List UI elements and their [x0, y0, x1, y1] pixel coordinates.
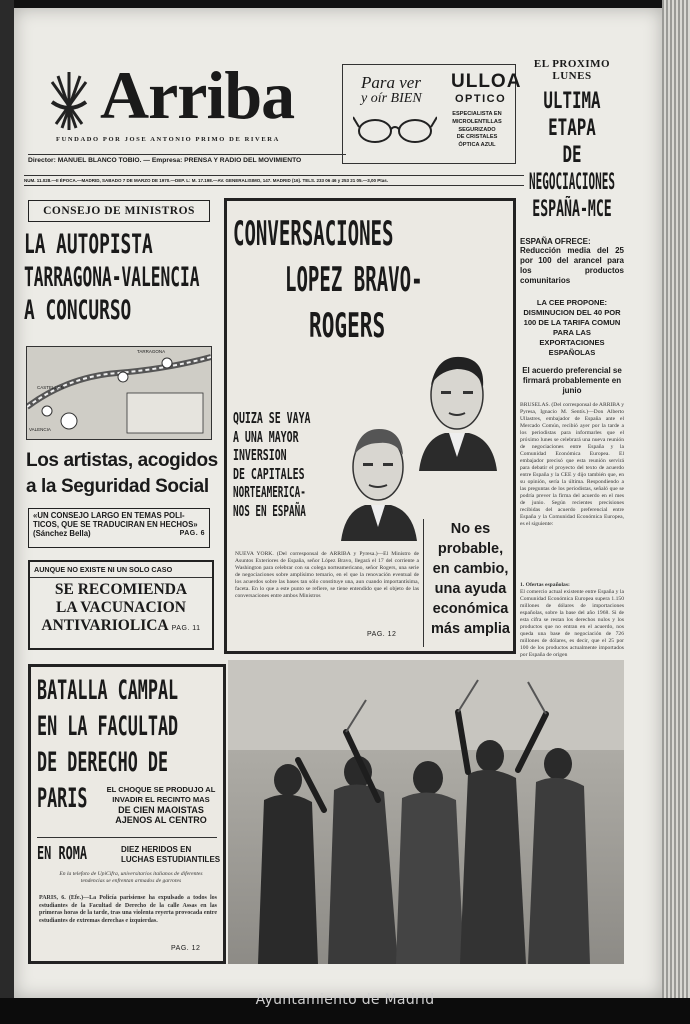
aid-line: económica: [432, 601, 509, 617]
newspaper-page: [14, 8, 662, 998]
cee-title: LA CEE PROPONE: DISMINUCION DEL 40 POR 100 DE LA TARIFA COMUN PARA LAS EXPORTACIONES ESPAÑOLAS: [523, 298, 621, 357]
masthead-dateline: NUM. 11.028.—II ÉPOCA.—MADRID, SABADO 7 DE MARZO DE 1970.—DEP. L: M. 17.198.—AV. GENERALISIMO, 147. MADRID (16). TELS. 233 06 46 y 253 21 05.—3,00 Ptas.: [24, 175, 524, 186]
center-subhead-line: NORTEAMERICA-: [233, 483, 306, 501]
map-label: TARRAGONA: [137, 349, 166, 354]
riot-photo: [228, 660, 624, 964]
masthead-founded: FUNDADO POR JOSE ANTONIO PRIMO DE RIVERA: [56, 136, 280, 143]
center-subhead-line: DE CAPITALES: [233, 464, 305, 483]
ad-text-line: ÓPTICA AZUL: [458, 142, 496, 149]
artistas-line: a la Seguridad Social: [26, 476, 209, 497]
center-headline-line: ROGERS: [309, 306, 386, 346]
vacuna-line: LA VACUNACION: [56, 599, 186, 616]
right-subhead: 1. Ofertas españolas:: [520, 582, 570, 588]
bottom-side-line: DE CIEN MAOISTAS: [118, 805, 204, 815]
ad-brand: ULLOA: [451, 71, 522, 92]
aid-line: en cambio,: [432, 561, 509, 577]
aid-box: [423, 519, 511, 647]
eyeglasses-icon: [353, 111, 437, 150]
center-subhead-line: INVERSION: [233, 446, 287, 464]
map-graphic: [27, 347, 211, 439]
bottom-side-line: INVADIR EL RECINTO MAS: [112, 795, 210, 804]
binding-left-edge: [0, 0, 14, 1000]
roma-side-line: LUCHAS ESTUDIANTILES: [121, 855, 221, 864]
consejo-label: CONSEJO DE MINISTROS: [43, 205, 195, 217]
vacuna-box: [28, 560, 214, 650]
artistas-headline: [26, 448, 218, 500]
center-subhead-line: A UNA MAYOR: [233, 427, 299, 446]
roma-divider: [37, 837, 217, 838]
masthead-title: Arriba: [100, 57, 295, 133]
bottom-page-ref: PAG. 12: [171, 945, 201, 952]
consejo-quote-line: «UN CONSEJO LARGO EN TEMAS POLI-: [33, 511, 185, 520]
consejo-label-box: [28, 200, 210, 222]
ad-text-line: DE CRISTALES: [456, 134, 498, 141]
aid-line: más amplia: [431, 621, 510, 637]
photo-caption: En la telefoto de UpiCifra, universitarios italianos de diferentes tendencias se enfrentan armados de garrotes: [59, 871, 203, 884]
autopista-headline: [24, 228, 224, 327]
ad-slogan-line-1: Para ver: [361, 73, 421, 92]
roma-side: [121, 845, 220, 865]
map-label: VALENCIA: [29, 427, 51, 432]
portrait-lopez-bravo: [337, 415, 419, 541]
riot-photo-figures: [228, 660, 624, 964]
ad-text-line: SEGURIZADO: [458, 126, 496, 133]
bottom-side-line: AJENOS AL CENTRO: [115, 815, 207, 825]
right-headline-line: ETAPA DE: [548, 116, 596, 168]
bottom-side-head: [101, 785, 221, 825]
center-story-box: [224, 198, 516, 654]
right-column: [520, 58, 624, 680]
archive-credit: Ayuntamiento de Madrid: [255, 992, 435, 1008]
bottom-headline-line: BATALLA CAMPAL: [37, 675, 179, 706]
consejo-quote-box: [28, 508, 210, 548]
ad-slogan-line-2: y oír BIEN: [361, 91, 422, 106]
vacuna-kicker: AUNQUE NO EXISTE NI UN SOLO CASO: [30, 562, 212, 578]
consejo-quote-author: (Sánchez Bella): [33, 529, 91, 538]
artistas-line: Los artistas, acogidos: [26, 450, 218, 471]
center-page-ref: PAG. 12: [367, 631, 397, 638]
aid-line: probable,: [437, 541, 504, 557]
page-stack-edge: [662, 0, 690, 1000]
consejo-quote-line: TICOS, QUE SE TRADUCIRAN EN HECHOS»: [33, 520, 198, 529]
right-headline-line: ULTIMA: [543, 89, 601, 114]
center-headline-line: CONVERSACIONES: [233, 214, 394, 254]
right-kicker-1: EL PROXIMO: [533, 58, 611, 70]
bottom-side-line: EL CHOQUE SE PRODUJO AL: [106, 785, 216, 794]
map-label: CASTELLON: [37, 385, 64, 390]
right-body: BRUSELAS. (Del corresponsal de ARRIBA y Pyresa, Ignacio M. Sentís.)—Don Alberto Ullastres, embajador de España ante el Mercado Común, recibió ayer por la tarde a los periodistas para informarles que el próximo lunes se celebrará una nueva reunión de negociaciones entre España y la Comunidad Económica Europea. El embajador precisó que esta reunión servirá para debatir el proyecto del texto de acuerdo entre España y la CEE y dijo también que, en su opinión, sería la última. Respondiendo a las preguntas de los periodistas, señaló que se podría prever la firma del acuerdo en el mes de junio. Según recientes precisiones recibidas del acuerdo preferencial entre España y la Comunidad Económica Europea, es el siguiente:: [520, 402, 624, 527]
center-headline-line: LOPEZ BRAVO-: [285, 260, 423, 300]
roma-side-line: DIEZ HERIDOS EN: [121, 845, 192, 854]
aid-line: No es: [450, 521, 491, 537]
bottom-headline-line: DE DERECHO DE: [37, 747, 169, 778]
bottom-headline-line: EN LA FACULTAD: [37, 711, 179, 742]
ad-text-line: ESPECIALISTA EN: [452, 111, 502, 117]
aid-line: una ayuda: [434, 581, 507, 597]
agreement-head: El acuerdo preferencial se firmará probablemente en junio: [522, 366, 622, 395]
right-body-2: El comercio actual existente entre España y la Comunidad Económica Europea supera 1.150 millones de dólares de importaciones españolas, sobre la base del año 1968. Si de esta cifra se restan los derechos nulos y los productos que no entran en el acuerdo, nos queda una base de negociación de 726 millones de dólares, es decir, que el 25 por 100 de los productos actualmente importados por España de origen: [520, 589, 624, 658]
motorway-map: [26, 346, 212, 440]
offer-text: Reducción media del 25 por 100 del arancel para los productos comunitarios: [520, 246, 624, 285]
right-kicker-2: LUNES: [552, 70, 592, 82]
ad-text: [441, 111, 513, 150]
ad-brand-sub: OPTICO: [455, 93, 507, 105]
vacuna-page-ref: PAG. 11: [171, 625, 201, 632]
vacuna-line: ANTIVARIOLICA: [41, 617, 168, 634]
vacuna-line: SE RECOMIENDA: [54, 581, 188, 598]
center-subhead: [233, 409, 343, 520]
optician-ad: [342, 64, 522, 164]
roma-head: EN ROMA: [37, 843, 88, 864]
center-body: NUEVA YORK. (Del corresponsal de ARRIBA y Pyresa.)—El Ministro de Asuntos Exteriores de España, señor López Bravo, llegará el 17 del corriente a Washington para celebrar con su colega norteamericano, señor Rogers, una serie de negociaciones sobre amplísimo temario, en el que la renovación eventual de los acuerdos sobre las bases tan sólo constituye una, aun cuando importantísima, faceta. En lo que a este punto se refiere, se tiene entendido que el objeto de las conversaciones entre ambos Ministros: [235, 551, 419, 599]
falange-emblem-icon: [46, 68, 92, 134]
autopista-line: TARRAGONA-VALENCIA: [24, 262, 200, 293]
offer-title: ESPAÑA OFRECE:: [520, 237, 591, 246]
right-headline-line: NEGOCIACIONES: [528, 170, 616, 195]
consejo-page-ref: PAG. 6: [179, 530, 205, 537]
right-headline-line: ESPAÑA-MCE: [532, 197, 612, 222]
center-subhead-line: NOS EN ESPAÑA: [233, 501, 306, 520]
ad-text-line: MICROLENTILLAS: [452, 118, 502, 125]
masthead-director: Director: MANUEL BLANCO TOBIO. — Empresa: PRENSA Y RADIO DEL MOVIMIENTO: [28, 154, 346, 164]
bottom-body: PARIS, 6. (Efe.)—La Policía parisiense ha expulsado a todos los estudiantes de la Facultad de Derecho de la calle Assas en las primeras horas de la tarde, tras una violenta reyerta provocada entre estudiantes de extremas derechas e izquierdas.: [39, 895, 217, 924]
autopista-line: A CONCURSO: [24, 295, 132, 326]
bottom-headline-paris: PARIS: [37, 783, 88, 814]
bottom-story-box: [28, 664, 226, 964]
autopista-line: LA AUTOPISTA: [24, 229, 153, 260]
portrait-rogers: [415, 347, 499, 471]
center-subhead-line: QUIZA SE VAYA: [233, 409, 311, 427]
